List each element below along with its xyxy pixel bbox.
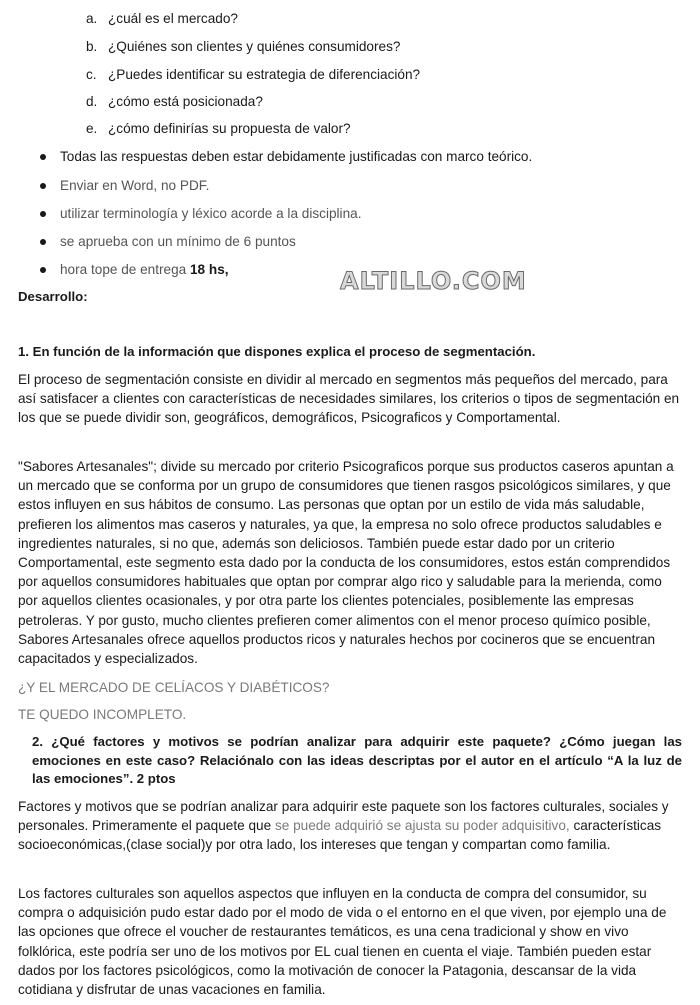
sub-question-a (86, 10, 238, 28)
bullet-item (0, 233, 700, 251)
answer-1-paragraph-2: "Sabores Artesanales"; divide su mercado por criterio Psicograficos porque sus productos caseros apuntan a un mercado que se conforma por un grupo de consumidores que tienen rasgos psicológicos similares, y que estos influyen en sus hábitos de consumo. Las personas que optan por un estilo de vida más saludable, prefieren los alimentos mas caseros y naturales, ya que, la empresa no solo ofrece productos saludables e ingredientes naturales, si no que, además son deliciosos. También puede estar dado por un criterio Comportamental, este segmento esta dado por la conducta de los consumidores, estos están comprendidos por aquellos consumidores habituales que optan por comprar algo rico y saludable para la merienda, como por aquellos clientes ocasionales, y por otra parte los clientes potenciales, posiblemente las empresas petroleras. Y por gusto, mucho clientes prefieren comer alimentos con el menor proceso químico posible, Sabores Artesanales ofrece aquellos productos ricos y naturales hechos por cocineros que se encuentran capacitados y especializados. (18, 459, 674, 667)
answer-2-text-b: características socioeconómicas,(clase social)y por otra lado, los intereses que tengan y compartan como familia. (18, 818, 662, 853)
bullet-text-bold: 18 hs, (190, 262, 229, 277)
bullet-item (0, 177, 700, 195)
answer-2-paragraph-2: Los factores culturales son aquellos aspectos que influyen en la conducta de compra del consumidor, su compra o adquisición pudo estar dado por el modo de vida o el entorno en el que viven, por ejemplo una de las opciones que ofrece el voucher de restaurantes temáticos, es una cena tradicional y show en vivo folklórica, este podría ser uno de los motivos por EL cual tienen en cuenta el viaje. También pueden estar dados por los factores psicológicos, como la motivación de conocer la Patagonia, descansar de la vida cotidiana y disfrutar de unas vacaciones en familia. (18, 886, 667, 998)
sub-question-text: ¿cuál es el mercado? (108, 11, 238, 26)
answer-2-text-a: Factores y motivos que se podrían analizar para adquirir este paquete son los factores culturales, sociales y personales. Primeramente el paquete que (18, 799, 669, 834)
sub-question-letter: d. (86, 94, 98, 109)
sub-question-text: ¿cómo definirías su propuesta de valor? (108, 121, 351, 136)
sub-question-text: ¿cómo está posicionada? (108, 94, 263, 109)
question-2-text: ¿Qué factores y motivos se podrían analizar para adquirir este paquete? ¿Cómo juegan las emociones en este caso? Relaciónalo con las ideas descriptas por el autor en el artículo “A la luz de las emociones”. 2 ptos (32, 734, 683, 786)
bullet-dot (40, 239, 46, 245)
bullet-text: Todas las respuestas deben estar debidamente justificadas con marco teórico. (60, 149, 533, 164)
bullet-item (0, 205, 700, 223)
teacher-note-2: TE QUEDO INCOMPLETO. (18, 707, 187, 722)
bullet-dot (40, 183, 46, 189)
teacher-note-1: ¿Y EL MERCADO DE CELÍACOS Y DIABÉTICOS? (18, 680, 330, 695)
question-2-number: 2. (32, 734, 43, 749)
answer-2-paragraph-1 (18, 797, 682, 855)
bullet-text-regular: hora tope de entrega (60, 262, 190, 277)
bullet-dot (40, 267, 46, 273)
question-1: 1. En función de la información que dispones explica el proceso de segmentación. (18, 344, 536, 359)
sub-question-letter: e. (86, 121, 98, 136)
bullet-dot (40, 211, 46, 217)
sub-question-b (86, 38, 400, 56)
sub-question-letter: b. (86, 39, 98, 54)
answer-2-text-light: se puede adquirió se ajusta su poder adquisitivo, (274, 818, 570, 834)
bullet-text: Enviar en Word, no PDF. (60, 178, 210, 193)
sub-question-text: ¿Puedes identificar su estrategia de diferenciación? (108, 67, 421, 82)
sub-question-e (86, 120, 351, 138)
sub-question-text: ¿Quiénes son clientes y quiénes consumidores? (108, 39, 401, 54)
sub-question-letter: c. (86, 67, 97, 82)
bullet-dot (40, 154, 46, 160)
sub-question-letter: a. (86, 11, 98, 26)
watermark: ALTILLO.COM (340, 267, 527, 295)
sub-question-d (86, 93, 263, 111)
bullet-text (60, 261, 229, 279)
bullet-text: se aprueba con un mínimo de 6 puntos (60, 234, 296, 249)
bullet-item (0, 148, 700, 166)
question-2 (32, 733, 682, 789)
section-heading: Desarrollo: (18, 289, 88, 304)
answer-1-paragraph-1: El proceso de segmentación consiste en dividir al mercado en segmentos más pequeños del mercado, para así satisfacer a clientes con características de necesidades similares, los criterios o tipos de segmentación en los que se puede dividir son, geográficos, demográficos, Psicograficos y Comportamental. (18, 372, 680, 426)
sub-question-c (86, 66, 420, 84)
bullet-text: utilizar terminología y léxico acorde a la disciplina. (60, 206, 362, 221)
